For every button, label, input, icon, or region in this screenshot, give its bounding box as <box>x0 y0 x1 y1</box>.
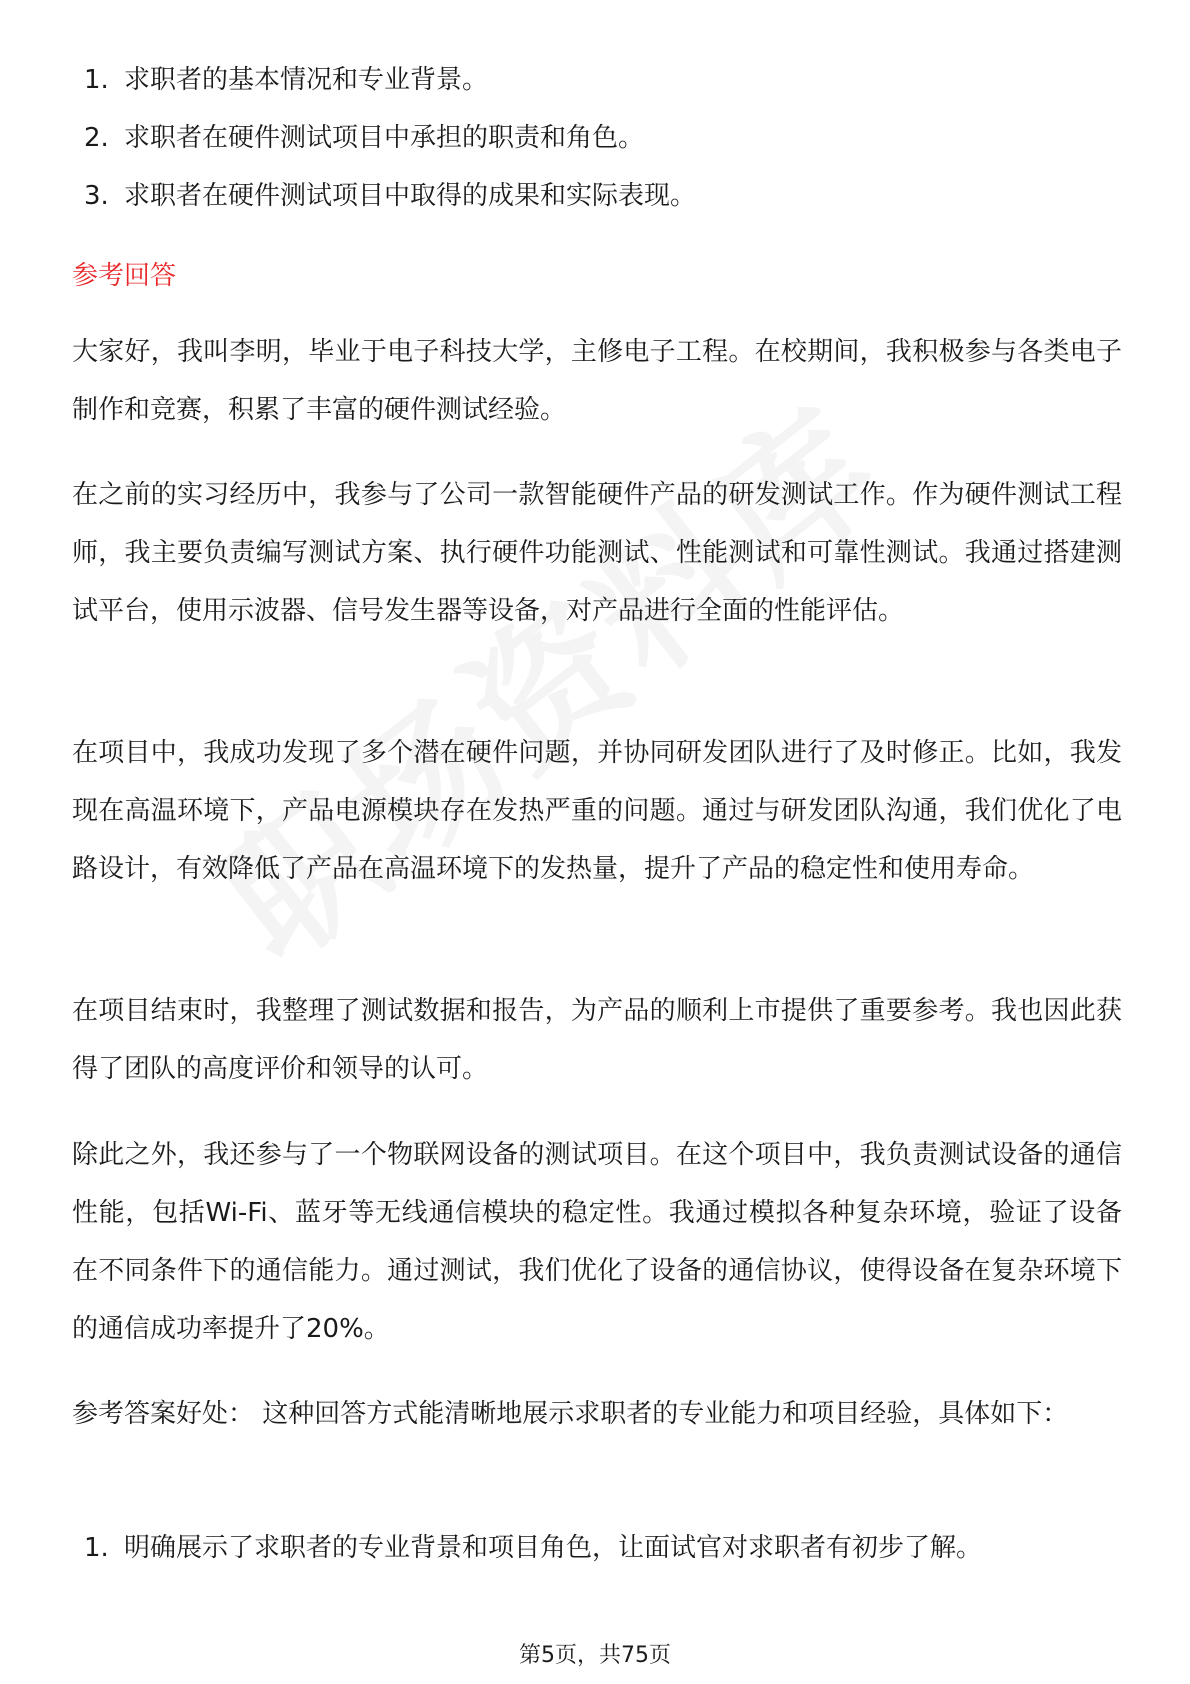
page-number: 第5页，共75页 <box>519 1643 671 1668</box>
list-item <box>84 120 1124 156</box>
paragraph-iot: 除此之外，我还参与了一个物联网设备的测试项目。在这个项目中，我负责测试设备的通信性能，包括Wi-Fi、蓝牙等无线通信模块的稳定性。我通过模拟各种复杂环境，验证了设备在不同条件下的通信能力。通过测试，我们优化了设备的通信协议，使得设备在复杂环境下的通信成功率提升了20%。 <box>72 1140 1122 1344</box>
list-item <box>84 178 1124 214</box>
benefits-list <box>84 1530 1124 1588</box>
list-text: 求职者在硬件测试项目中承担的职责和角色。 <box>124 123 645 153</box>
list-text: 求职者在硬件测试项目中取得的成果和实际表现。 <box>124 181 697 211</box>
list-item <box>84 62 1124 98</box>
paragraph-internship: 在之前的实习经历中，我参与了公司一款智能硬件产品的研发测试工作。作为硬件测试工程师，我主要负责编写测试方案、执行硬件功能测试、性能测试和可靠性测试。我通过搭建测试平台，使用示波器、信号发生器等设备，对产品进行全面的性能评估。 <box>72 480 1122 626</box>
paragraph-project: 在项目中，我成功发现了多个潜在硬件问题，并协同研发团队进行了及时修正。比如，我发现在高温环境下，产品电源模块存在发热严重的问题。通过与研发团队沟通，我们优化了电路设计，有效降低了产品在高温环境下的发热量，提升了产品的稳定性和使用寿命。 <box>72 738 1122 884</box>
paragraph-conclusion: 在项目结束时，我整理了测试数据和报告，为产品的顺利上市提供了重要参考。我也因此获得了团队的高度评价和领导的认可。 <box>72 996 1122 1084</box>
list-number: 1. <box>84 65 109 95</box>
list-text: 求职者的基本情况和专业背景。 <box>124 65 489 95</box>
watermark <box>170 350 918 1000</box>
list-number: 2. <box>84 123 109 153</box>
paragraph-intro: 大家好，我叫李明，毕业于电子科技大学，主修电子工程。在校期间，我积极参与各类电子制作和竞赛，积累了丰富的硬件测试经验。 <box>72 337 1122 425</box>
section-heading: 参考回答 <box>72 261 177 291</box>
paragraph-benefits: 参考答案好处： 这种回答方式能清晰地展示求职者的专业能力和项目经验，具体如下： <box>72 1399 1069 1429</box>
list-number: 3. <box>84 181 109 211</box>
criteria-list <box>84 62 1124 236</box>
list-text: 明确展示了求职者的专业背景和项目角色，让面试官对求职者有初步了解。 <box>124 1533 983 1563</box>
list-number: 1. <box>84 1533 109 1563</box>
list-item <box>84 1530 1124 1566</box>
